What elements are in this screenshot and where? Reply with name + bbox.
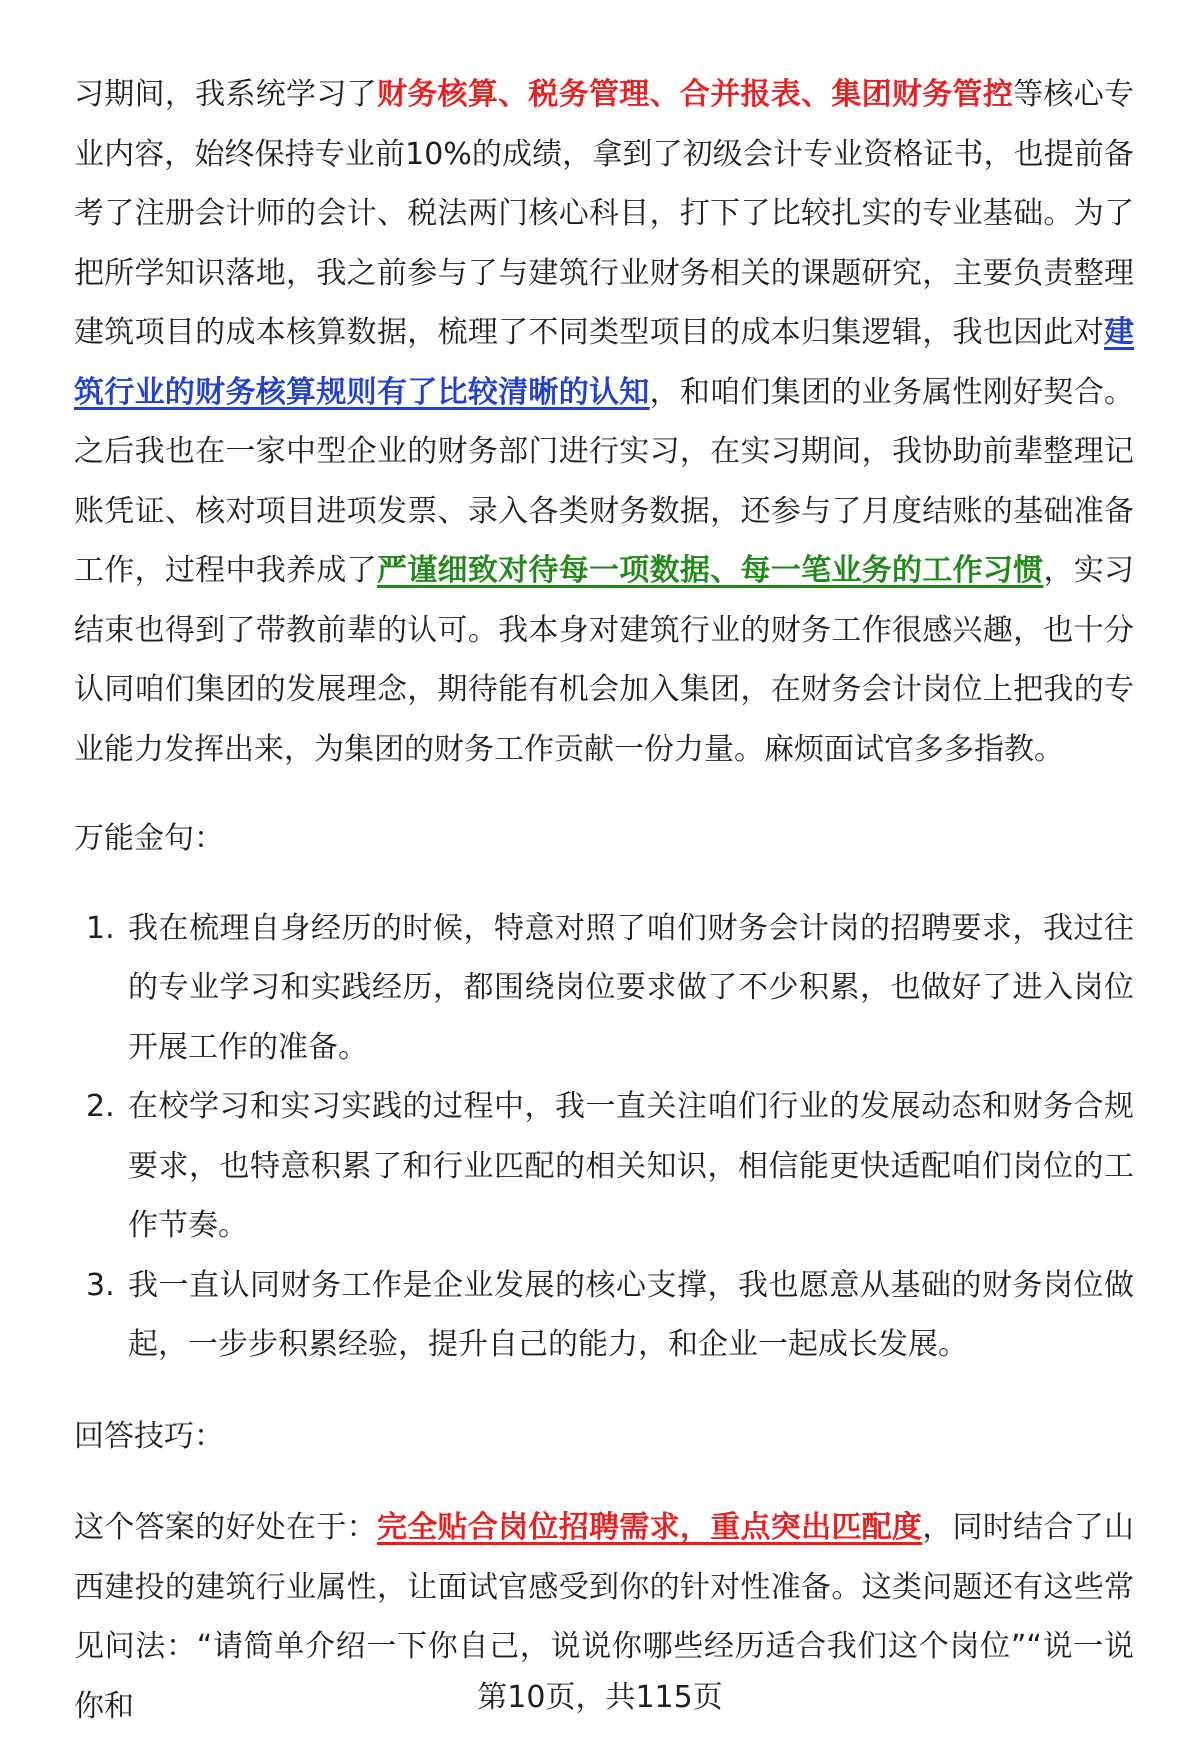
golden-sentences-list: [74, 899, 1134, 1375]
list-number: 3.: [86, 1267, 115, 1303]
page-number: 第10页，共115页: [477, 1680, 723, 1715]
list-number: 2.: [86, 1089, 115, 1124]
list-item: [74, 1256, 1134, 1375]
list-number: 1.: [86, 910, 115, 946]
list-item: [74, 899, 1134, 1078]
tips-text-2: ，同时结合了山西建投的建筑行业属性，让面试官感受到你的针对性准备。这类问题还有这些常见问法：“请简单介绍一下你自己，说说你哪些经历适合我们这个岗位”“说一说你和: [74, 1510, 1135, 1724]
highlight-job-match: 完全贴合岗位招聘需求，重点突出匹配度: [376, 1510, 923, 1545]
highlight-work-habit: 严谨细致对待每一项数据、每一笔业务的工作习惯: [376, 553, 1044, 588]
golden-sentences-heading: 万能金句：: [74, 821, 224, 856]
answer-tips-heading: 回答技巧：: [74, 1418, 224, 1454]
highlight-core-subjects: 财务核算、税务管理、合并报表、集团财务管控: [376, 77, 1014, 112]
list-item: [74, 1077, 1134, 1256]
tips-text-1: 这个答案的好处在于：: [74, 1510, 377, 1545]
intro-text-1: 习期间，我系统学习了: [74, 77, 377, 112]
intro-text-4: ，实习结束也得到了带教前辈的认可。我本身对建筑行业的财务工作很感兴趣，也十分认同咱们集团的发展理念，期待能有机会加入集团，在财务会计岗位上把我的专业能力发挥出来，为集团的财务工作贡献一份力量。麻烦面试官多多指教。: [74, 553, 1135, 767]
intro-paragraph: [74, 65, 1134, 779]
list-item-text: 我一直认同财务工作是企业发展的核心支撑，我也愿意从基础的财务岗位做起，一步步积累经验，提升自己的能力，和企业一起成长发展。: [128, 1267, 1134, 1362]
intro-text-3: ，和咱们集团的业务属性刚好契合。之后我也在一家中型企业的财务部门进行实习，在实习期间，我协助前辈整理记账凭证、核对项目进项发票、录入各类财务数据，还参与了月度结账的基础准备工作，过程中我养成了: [74, 374, 1135, 588]
list-item-text: 我在梳理自身经历的时候，特意对照了咱们财务会计岗的招聘要求，我过往的专业学习和实践经历，都围绕岗位要求做了不少积累，也做好了进入岗位开展工作的准备。: [128, 910, 1134, 1065]
intro-text-2: 等核心专业内容，始终保持专业前10%的成绩，拿到了初级会计专业资格证书，也提前备考了注册会计师的会计、税法两门核心科目，打下了比较扎实的专业基础。为了把所学知识落地，我之前参与了与建筑行业财务相关的课题研究，主要负责整理建筑项目的成本核算数据，梳理了不同类型项目的成本归集逻辑，我也因此对: [74, 77, 1135, 350]
document-body: [74, 65, 1134, 1736]
list-item-text: 在校学习和实习实践的过程中，我一直关注咱们行业的发展动态和财务合规要求，也特意积累了和行业匹配的相关知识，相信能更快适配咱们岗位的工作节奏。: [128, 1089, 1134, 1243]
highlight-industry-knowledge: 建筑行业的财务核算规则有了比较清晰的认知: [74, 315, 1134, 410]
